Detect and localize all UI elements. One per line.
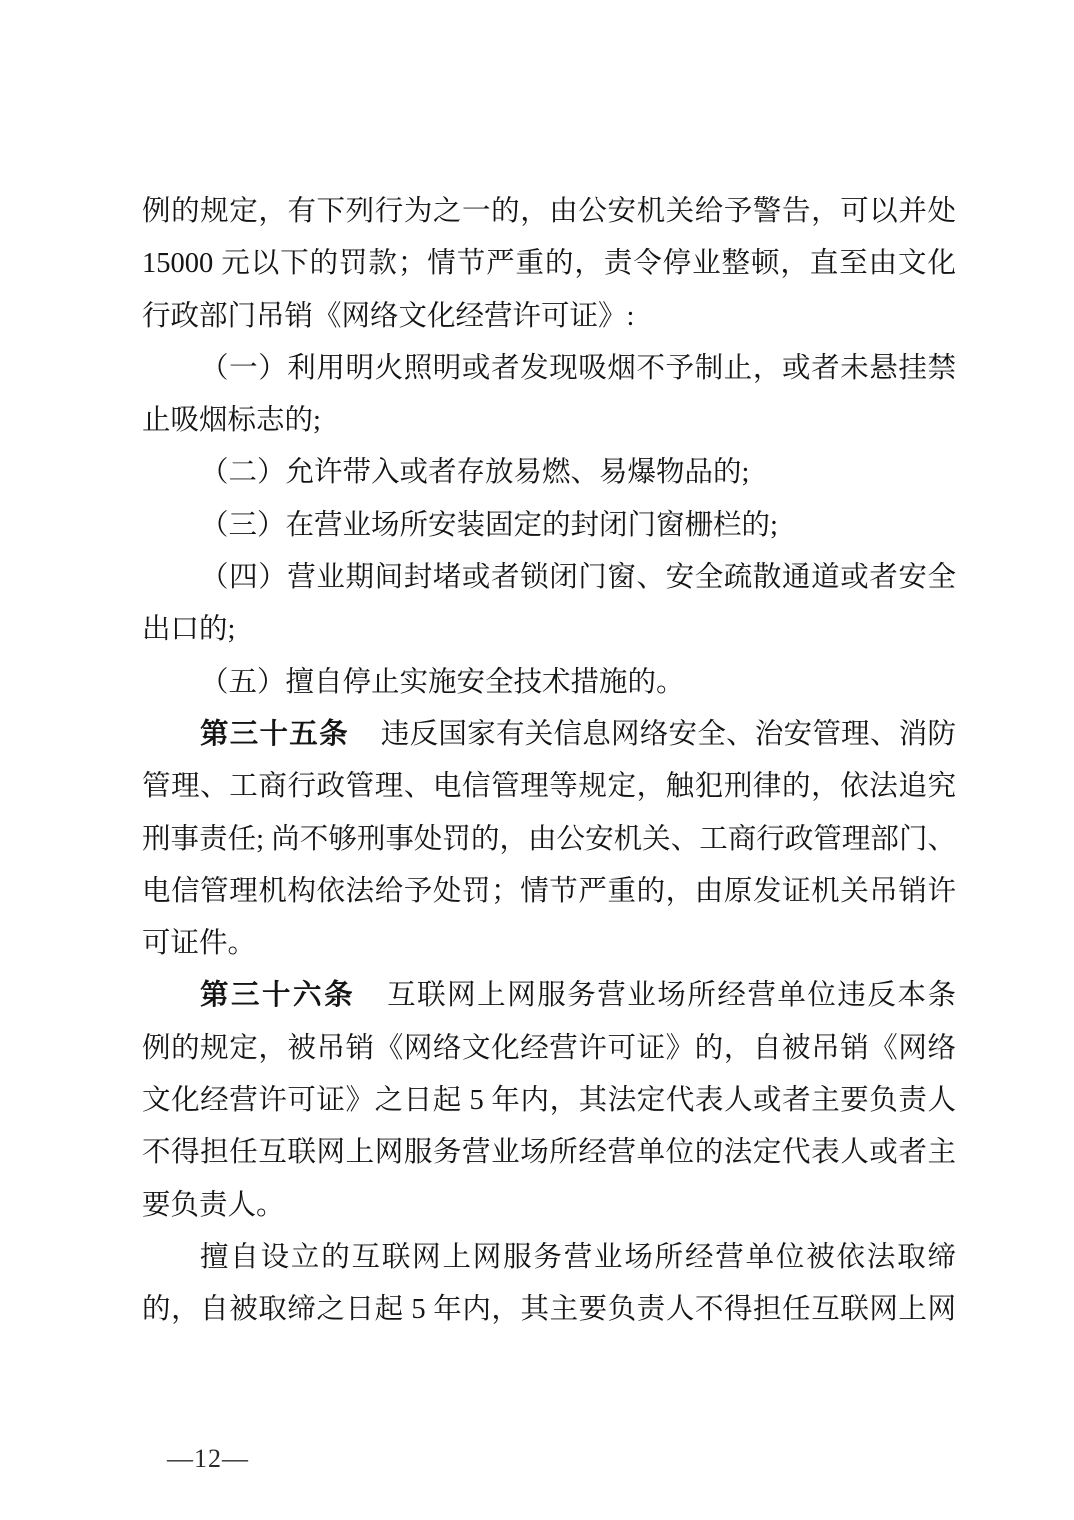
text-line: 止吸烟标志的;	[142, 405, 321, 437]
text-line	[142, 970, 956, 1022]
text-line: （四）营业期间封堵或者锁闭门窗、安全疏散通道或者安全	[200, 562, 956, 594]
list-item-4	[142, 552, 956, 657]
text-line: 擅自设立的互联网上网服务营业场所经营单位被依法取缔	[200, 1241, 956, 1273]
text-line: （五）擅自停止实施安全技术措施的。	[200, 666, 685, 698]
list-item-3	[142, 500, 956, 552]
paragraph-continuation	[142, 186, 956, 343]
text-line: （一）利用明火照明或者发现吸烟不予制止，或者未悬挂禁	[200, 352, 956, 384]
article-35-heading: 第三十五条	[200, 718, 349, 750]
page-number: —12—	[167, 1444, 249, 1473]
article-36	[142, 970, 956, 1231]
text-line: 15000 元以下的罚款；情节严重的，责令停业整顿，直至由文化	[142, 248, 956, 280]
text-line: 不得担任互联网上网服务营业场所经营单位的法定代表人或者主	[142, 1137, 956, 1169]
article-35	[142, 709, 956, 970]
text-line: 刑事责任; 尚不够刑事处罚的，由公安机关、工商行政管理部门、	[142, 823, 956, 855]
article-36-heading: 第三十六条	[200, 980, 356, 1012]
text-line: 可证件。	[142, 928, 257, 960]
list-item-2	[142, 447, 956, 499]
text-line: 行政部门吊销《网络文化经营许可证》:	[142, 300, 635, 332]
text-line: （三）在营业场所安装固定的封闭门窗栅栏的;	[200, 509, 778, 541]
text-line: 的，自被取缔之日起 5 年内，其主要负责人不得担任互联网上网	[142, 1294, 956, 1326]
text-line: 出口的;	[142, 614, 236, 646]
text-line: 例的规定，被吊销《网络文化经营许可证》的，自被吊销《网络	[142, 1032, 956, 1064]
paragraph-unauthorized-venue	[142, 1232, 956, 1337]
article-35-text: 违反国家有关信息网络安全、治安管理、消防	[380, 718, 956, 750]
text-line: 要负责人。	[142, 1189, 285, 1221]
text-line: （二）允许带入或者存放易燃、易爆物品的;	[200, 457, 750, 489]
list-item-1	[142, 343, 956, 448]
document-body	[142, 186, 956, 1337]
text-line: 例的规定，有下列行为之一的，由公安机关给予警告，可以并处	[142, 196, 956, 227]
text-line: 文化经营许可证》之日起 5 年内，其法定代表人或者主要负责人	[142, 1085, 956, 1117]
article-36-text: 互联网上网服务营业场所经营单位违反本条	[387, 980, 956, 1012]
text-line	[142, 709, 956, 761]
text-line: 管理、工商行政管理、电信管理等规定，触犯刑律的，依法追究	[142, 771, 956, 803]
text-line: 电信管理机构依法给予处罚；情节严重的，由原发证机关吊销许	[142, 875, 956, 907]
list-item-5	[142, 657, 956, 709]
